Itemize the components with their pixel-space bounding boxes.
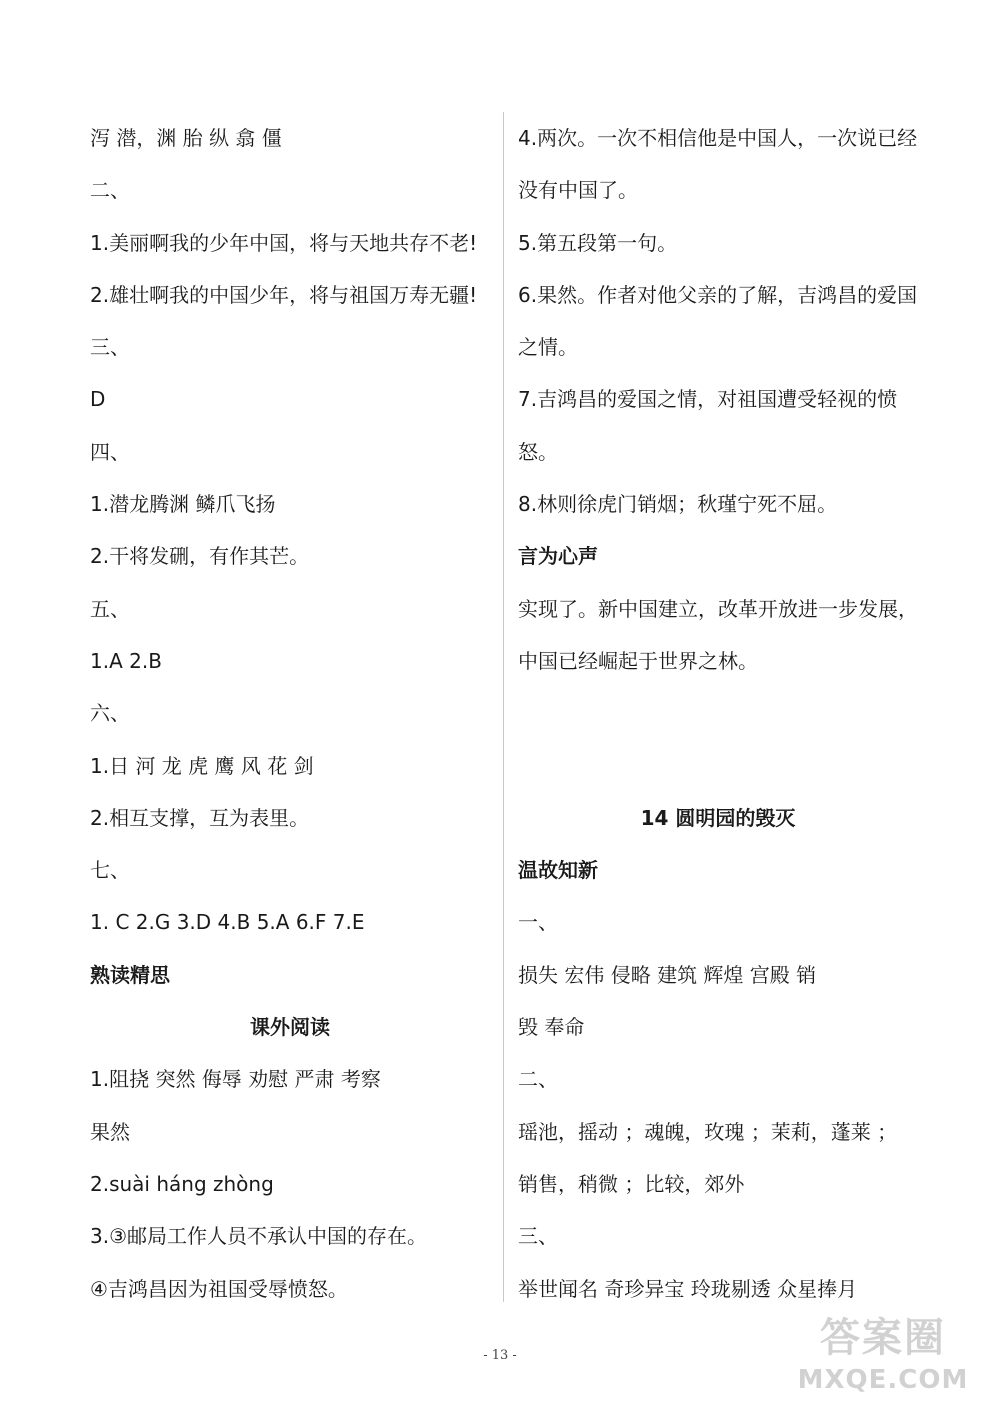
watermark-top-text: 答案圈 — [820, 1315, 946, 1361]
right-text-line: 中国已经崛起于世界之林。 — [518, 648, 758, 673]
right-text-line: 毁 奉命 — [518, 1015, 585, 1040]
right-text-line: 瑶池，摇动 ；魂魄，玫瑰 ；茉莉，蓬莱 ； — [518, 1119, 898, 1144]
left-text-line: 1.阻挠 突然 侮辱 劝慰 严肃 考察 — [90, 1067, 381, 1092]
right-text-line: 7.吉鸿昌的爱国之情，对祖国遭受轻视的愤 — [518, 387, 898, 412]
right-section-heading: 言为心声 — [518, 544, 598, 569]
left-text-line: 1.美丽啊我的少年中国，将与天地共存不老! — [90, 230, 478, 255]
left-text-line: 1. C 2.G 3.D 4.B 5.A 6.F 7.E — [90, 910, 365, 935]
right-text-line: 4.两次。一次不相信他是中国人，一次说已经 — [518, 126, 918, 150]
left-text-line: 五、 — [90, 596, 130, 621]
left-text-line: 1.潜龙腾渊 鳞爪飞扬 — [90, 492, 276, 517]
right-text-line: 8.林则徐虎门销烟；秋瑾宁死不屈。 — [518, 492, 838, 517]
left-text-line: 三、 — [90, 335, 130, 360]
right-text-line: 一、 — [518, 910, 558, 935]
right-section-heading: 14 圆明园的毁灭 — [640, 805, 796, 830]
page-number: - 13 - — [483, 1348, 517, 1363]
right-text-line: 没有中国了。 — [518, 178, 638, 203]
left-section-heading: 熟读精思 — [90, 962, 170, 987]
left-text-line: 1.日 河 龙 虎 鹰 风 花 剑 — [90, 753, 314, 778]
left-text-line: 2.干将发硎，有作其芒。 — [90, 544, 310, 569]
left-text-line: 果然 — [90, 1119, 130, 1144]
right-text-line: 怒。 — [518, 439, 558, 464]
right-section-heading: 温故知新 — [518, 858, 598, 883]
right-text-line: 三、 — [518, 1224, 558, 1249]
left-text-line: 1.A 2.B — [90, 648, 162, 673]
right-text-line: 6.果然。作者对他父亲的了解，吉鸿昌的爱国 — [518, 282, 918, 307]
right-text-line — [518, 740, 918, 792]
left-column — [90, 112, 490, 1315]
watermark-logo — [788, 1306, 978, 1396]
right-column — [518, 112, 918, 1315]
right-text-line: 之情。 — [518, 335, 578, 360]
right-text-line: 销售，稍微 ；比较，郊外 — [518, 1171, 745, 1196]
left-text-line: 泻 潜，渊 胎 纵 翕 僵 — [90, 126, 282, 150]
left-text-line: 2.雄壮啊我的中国少年，将与祖国万寿无疆! — [90, 282, 478, 307]
right-text-line — [518, 687, 918, 739]
left-text-line: ④吉鸿昌因为祖国受辱愤怒。 — [90, 1276, 348, 1301]
left-text-line: 3.③邮局工作人员不承认中国的存在。 — [90, 1224, 428, 1249]
watermark-bottom-text: MXQE.COM — [797, 1365, 969, 1395]
left-text-line: 七、 — [90, 858, 130, 883]
right-text-line: 举世闻名 奇珍异宝 玲珑剔透 众星捧月 — [518, 1276, 858, 1301]
left-text-line: 2.suài háng zhòng — [90, 1171, 274, 1196]
right-text-line: 实现了。新中国建立，改革开放进一步发展， — [518, 596, 918, 621]
left-text-line: 2.相互支撑，互为表里。 — [90, 805, 310, 830]
left-text-line: 四、 — [90, 439, 130, 464]
left-text-line: 二、 — [90, 178, 130, 203]
left-section-heading: 课外阅读 — [250, 1015, 330, 1040]
left-text-line: 六、 — [90, 701, 130, 726]
column-divider — [503, 112, 504, 1302]
right-text-line: 二、 — [518, 1067, 558, 1092]
right-text-line: 损失 宏伟 侵略 建筑 辉煌 宫殿 销 — [518, 962, 817, 987]
left-text-line: D — [90, 387, 106, 412]
right-text-line: 5.第五段第一句。 — [518, 230, 678, 255]
